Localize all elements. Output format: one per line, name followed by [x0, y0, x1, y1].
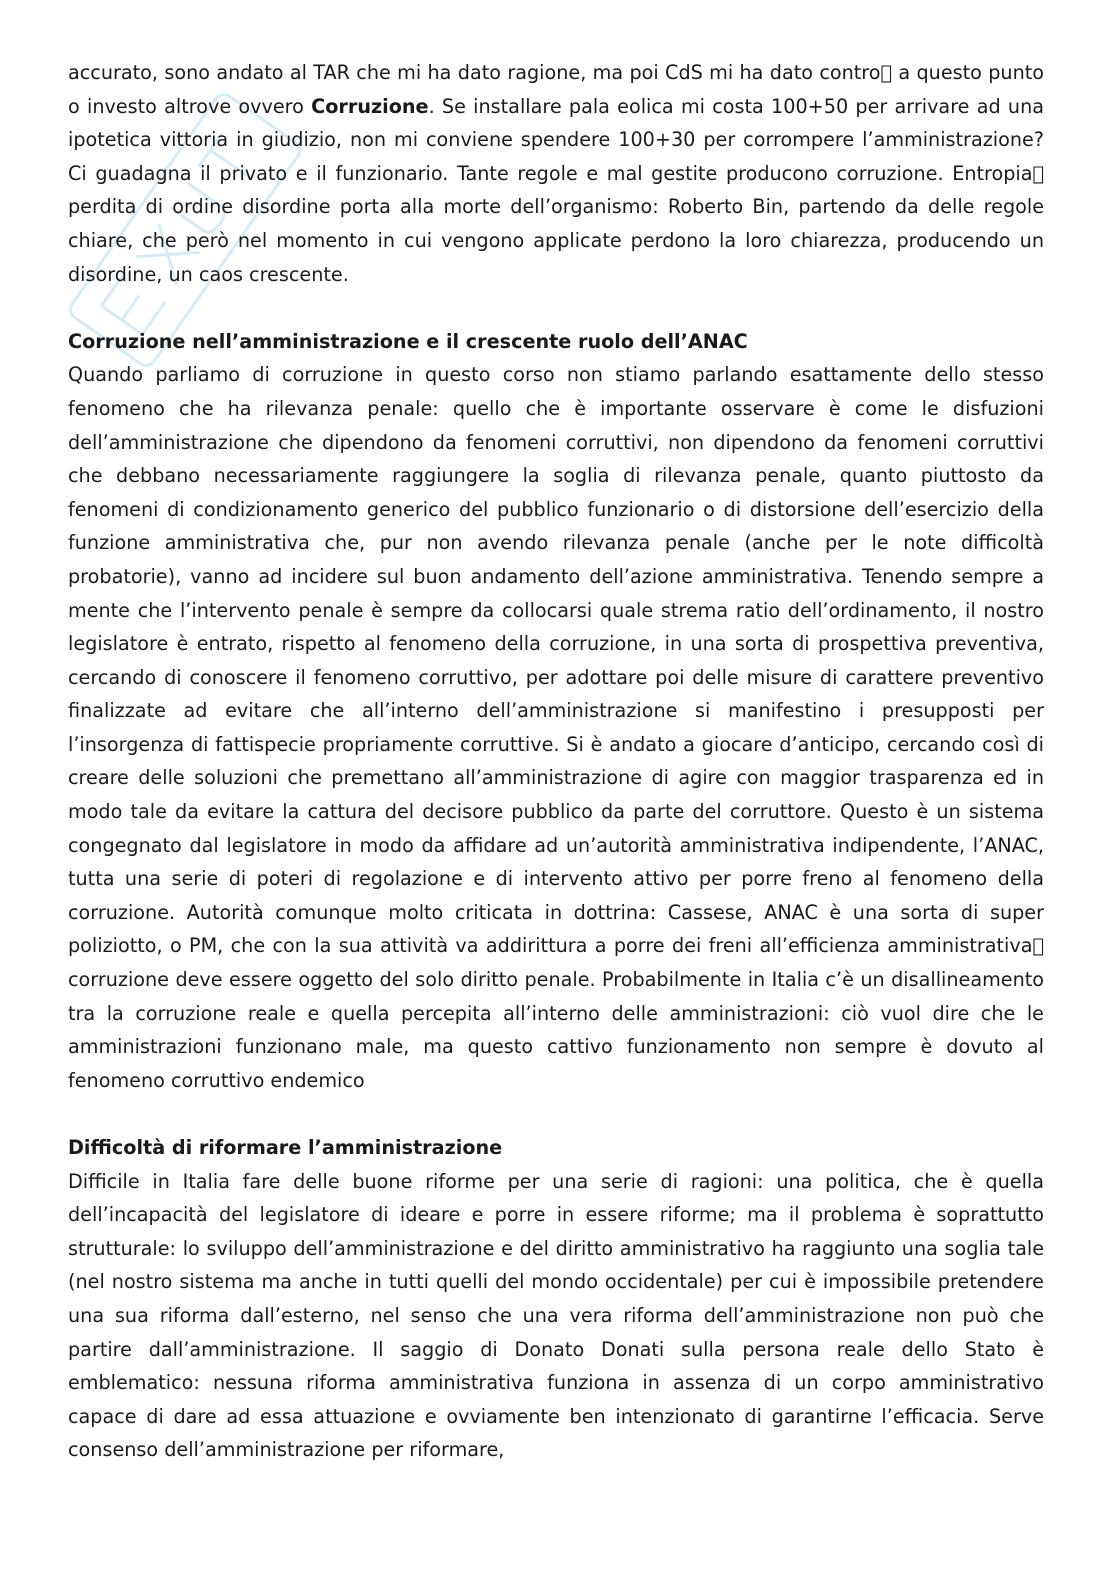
paragraph-text: accurato, sono andato al TAR che mi ha dato ragione, ma poi CdS mi ha dato contro a questo punto o investo altrove ovvero [68, 61, 1044, 118]
paragraph-corruzione-intro [68, 56, 1044, 291]
bold-term-corruzione: Corruzione [311, 94, 429, 118]
document-page [68, 56, 1044, 1467]
section-heading-riforme: Difficoltà di riformare l’amministrazione [68, 1136, 503, 1159]
paragraph-text: . Se installare pala eolica mi costa 100+50 per arrivare ad una ipotetica vittoria in giudizio, non mi conviene spendere 100+30 per corrompere l’amministrazione? Ci guadagna il privato e il funzionario. Tante regole e mal gestite producono corruzione. Entropia perdita di ordine disordine porta alla morte dell’organismo: Roberto Bin, partendo da delle regole chiare, che però nel momento in cui vengono applicate perdono la loro chiarezza, producendo un disordine, un caos crescente. [68, 94, 1044, 286]
paragraph-riforme: Difficile in Italia fare delle buone riforme per una serie di ragioni: una politica, che è quella dell’incapacità del legislatore di ideare e porre in essere riforme; ma il problema è soprattutto strutturale: lo sviluppo dell’amministrazione e del diritto amministrativo ha raggiunto una soglia tale (nel nostro sistema ma anche in tutti quelli del mondo occidentale) per cui è impossibile pretendere una sua riforma dall’esterno, nel senso che una vera riforma dell’amministrazione non può che partire dall’amministrazione. Il saggio di Donato Donati sulla persona reale dello Stato è emblematico: nessuna riforma amministrativa funziona in assenza di un corpo amministrativo capace di dare ad essa attuazione e ovviamente ben intenzionato di garantirne l’efficacia. Serve consenso dell’amministrazione per riformare, [68, 1169, 1044, 1462]
section-heading-anac: Corruzione nell’amministrazione e il crescente ruolo dell’ANAC [68, 329, 748, 353]
paragraph-anac: Quando parliamo di corruzione in questo corso non stiamo parlando esattamente dello stesso fenomeno che ha rilevanza penale: quello che è importante osservare è come le disfuzioni dell’amministrazione che dipendono da fenomeni corruttivi, non dipendono da fenomeni corruttivi che debbano necessariamente raggiungere la soglia di rilevanza penale, quanto piuttosto da fenomeni di condizionamento generico del pubblico funzionario o di distorsione dell’esercizio della funzione amministrativa che, pur non avendo rilevanza penale (anche per le note difficoltà probatorie), vanno ad incidere sul buon andamento dell’azione amministrativa. Tenendo sempre a mente che l’intervento penale è sempre da collocarsi quale strema ratio dell’ordinamento, il nostro legislatore è entrato, rispetto al fenomeno della corruzione, in una sorta di prospettiva preventiva, cercando di conoscere il fenomeno corruttivo, per adottare poi delle misure di carattere preventivo finalizzate ad evitare che all’interno dell’amministrazione si manifestino i presupposti per l’insorgenza di fattispecie propriamente corruttive. Si è andato a giocare d’anticipo, cercando così di creare delle soluzioni che premettano all’amministrazione di agire con maggior trasparenza ed in modo tale da evitare la cattura del decisore pubblico da parte del corruttore. Questo è un sistema congegnato dal legislatore in modo da affidare ad un’autorità amministrativa indipendente, l’ANAC, tutta una serie di poteri di regolazione e di intervento attivo per porre freno al fenomeno della corruzione. Autorità comunque molto criticata in dottrina: Cassese, ANAC è una sorta di super poliziotto, o PM, che con la sua attività va addirittura a porre dei freni all’efficienza amministrativa corruzione deve essere oggetto del solo diritto penale. Probabilmente in Italia c’è un disallineamento tra la corruzione reale e quella percepita all’interno delle amministrazioni: ciò vuol dire che le amministrazioni funzionano male, ma questo cattivo funzionamento non sempre è dovuto al fenomeno corruttivo endemico [68, 363, 1044, 1092]
